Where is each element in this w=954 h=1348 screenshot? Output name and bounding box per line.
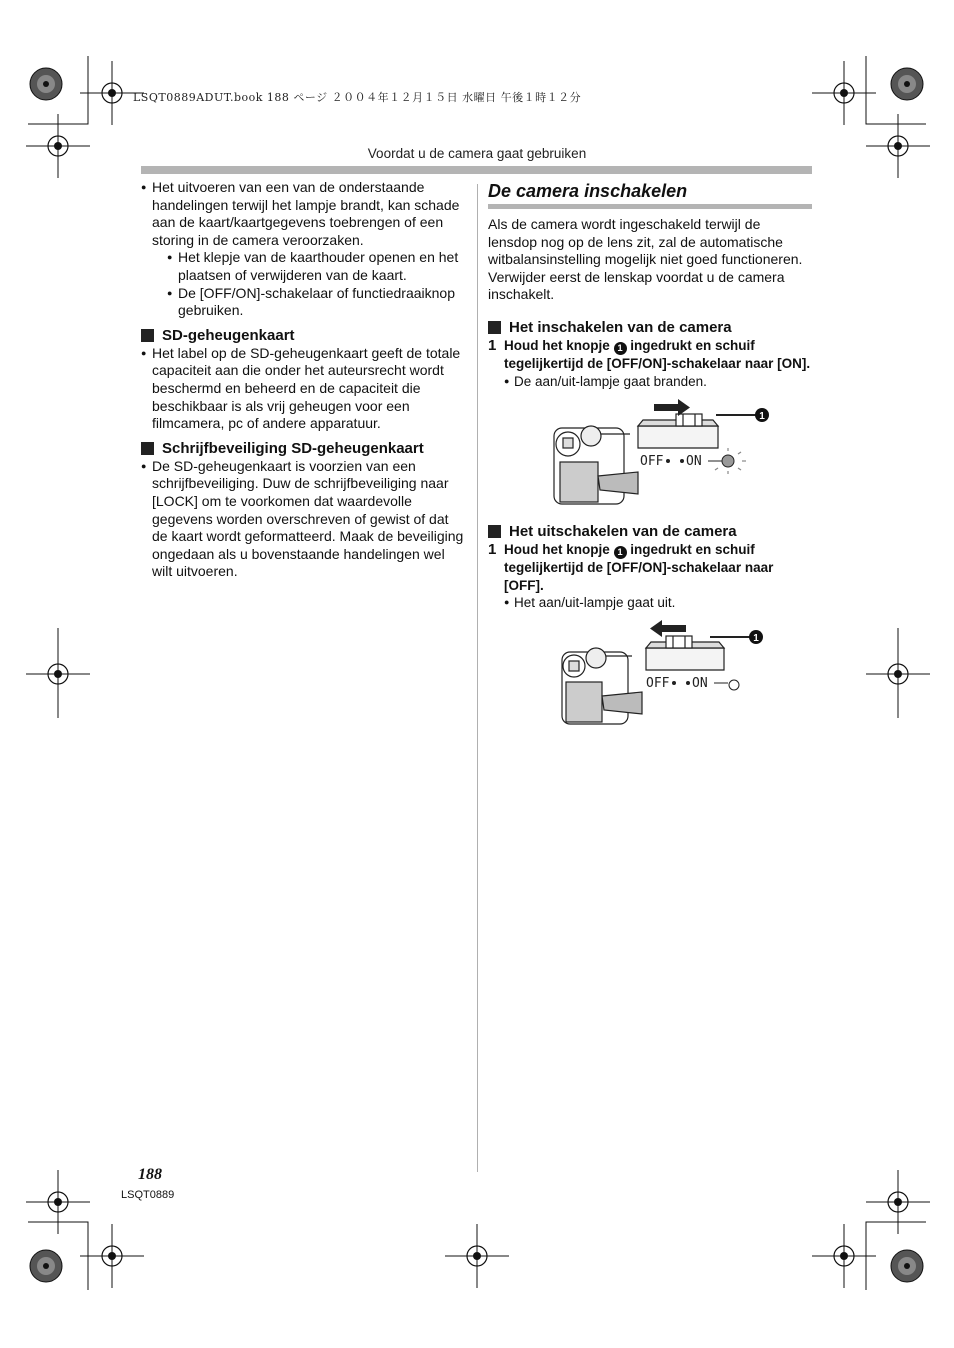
title-underline-bar — [488, 204, 812, 209]
step-number: 1 — [488, 541, 497, 559]
power-lamp-off-icon — [729, 680, 739, 690]
step-text-b: ingedrukt en schuif tegelijkertijd de [OFF/ON]-schakelaar naar [ON]. — [504, 337, 811, 371]
intro-sub-item-2: ● De [OFF/ON]-schakelaar of functiedraaiknop gebruiken. — [167, 285, 466, 320]
callout-1-icon: 1 — [614, 546, 627, 559]
callout-1-label: 1 — [753, 632, 759, 644]
switch-diagram — [638, 414, 718, 448]
section-title: De camera inschakelen — [488, 181, 688, 201]
camcorder-icon — [554, 426, 638, 504]
camcorder-icon — [562, 648, 642, 724]
page-number: 188 — [138, 1166, 162, 1183]
step-number: 1 — [488, 336, 497, 354]
intro-sub-item-1: ● Het klepje van de kaarthouder openen en het plaatsen of verwijderen van de kaart. — [167, 249, 466, 284]
power-off-heading: Het uitschakelen van de camera — [488, 522, 812, 541]
power-on-step — [488, 337, 812, 373]
right-column — [488, 179, 812, 730]
column-divider — [477, 184, 478, 1172]
camera-on-intro: Als de camera wordt ingeschakeld terwijl de lensdop nog op de lens zit, zal de automatische witbalansinstelling mogelijk niet goed functioneren. Verwijder eerst de lenskap voordat u de camera inschakelt. — [488, 216, 803, 303]
write-protect-heading: Schrijfbeveiliging SD-geheugenkaart — [141, 439, 466, 458]
switch-diagram — [646, 636, 724, 670]
header-bar — [141, 166, 812, 174]
power-off-result: ● Het aan/uit-lampje gaat uit. — [504, 594, 812, 612]
switch-off-label: OFF — [640, 454, 664, 470]
switch-on-label: ON — [686, 454, 702, 470]
sd-card-paragraph: ● Het label op de SD-geheugenkaart geeft de totale capaciteit aan die onder het auteursrecht wordt beschermd en beheerd en de capaciteit die beschikbaar is als vrij geheugen voor een filmcamera, pc of andere apparatuur. — [141, 345, 466, 433]
switch-off-label: OFF — [646, 675, 670, 691]
arrow-left-icon — [650, 620, 686, 637]
step-text-a: Houd het knopje — [504, 337, 610, 353]
power-on-heading: Het inschakelen van de camera — [488, 318, 812, 337]
step-text-a: Houd het knopje — [504, 542, 610, 558]
running-head: Voordat u de camera gaat gebruiken — [367, 146, 587, 161]
power-off-step — [488, 541, 812, 594]
power-on-result: ● De aan/uit-lampje gaat branden. — [504, 373, 812, 391]
callout-1-icon: 1 — [614, 342, 627, 355]
sd-card-heading: SD-geheugenkaart — [141, 326, 466, 345]
camera-off-illustration — [488, 620, 812, 730]
left-column — [141, 179, 466, 581]
camera-on-illustration — [488, 398, 812, 508]
power-lamp-lit-icon — [722, 455, 734, 467]
step-text-b: ingedrukt en schuif tegelijkertijd de [OFF/ON]-schakelaar naar [OFF]. — [504, 542, 774, 593]
model-code: LSQT0889 — [121, 1189, 175, 1201]
write-protect-paragraph: ● De SD-geheugenkaart is voorzien van een schrijfbeveiliging. Duw de schrijfbeveiliging naar [LOCK] om te voorkomen dat waardevolle gegevens worden overschreven of gewist of dat de kaart wordt geformatteerd. Maak de beveiliging ongedaan als u bovenstaande handelingen wel wilt uitvoeren. — [141, 458, 466, 581]
switch-on-label: ON — [692, 675, 708, 691]
callout-1-label: 1 — [759, 411, 765, 423]
intro-paragraph: ● Het uitvoeren van een van de onderstaande handelingen terwijl het lampje brandt, kan schade aan de kaart/kaartgegevens toebrengen of een storing in de camera veroorzaken. — [141, 179, 466, 249]
print-header: LSQT0889ADUT.book 188 ページ ２００４年１２月１５日 水曜日 午後１時１２分 — [133, 91, 582, 104]
